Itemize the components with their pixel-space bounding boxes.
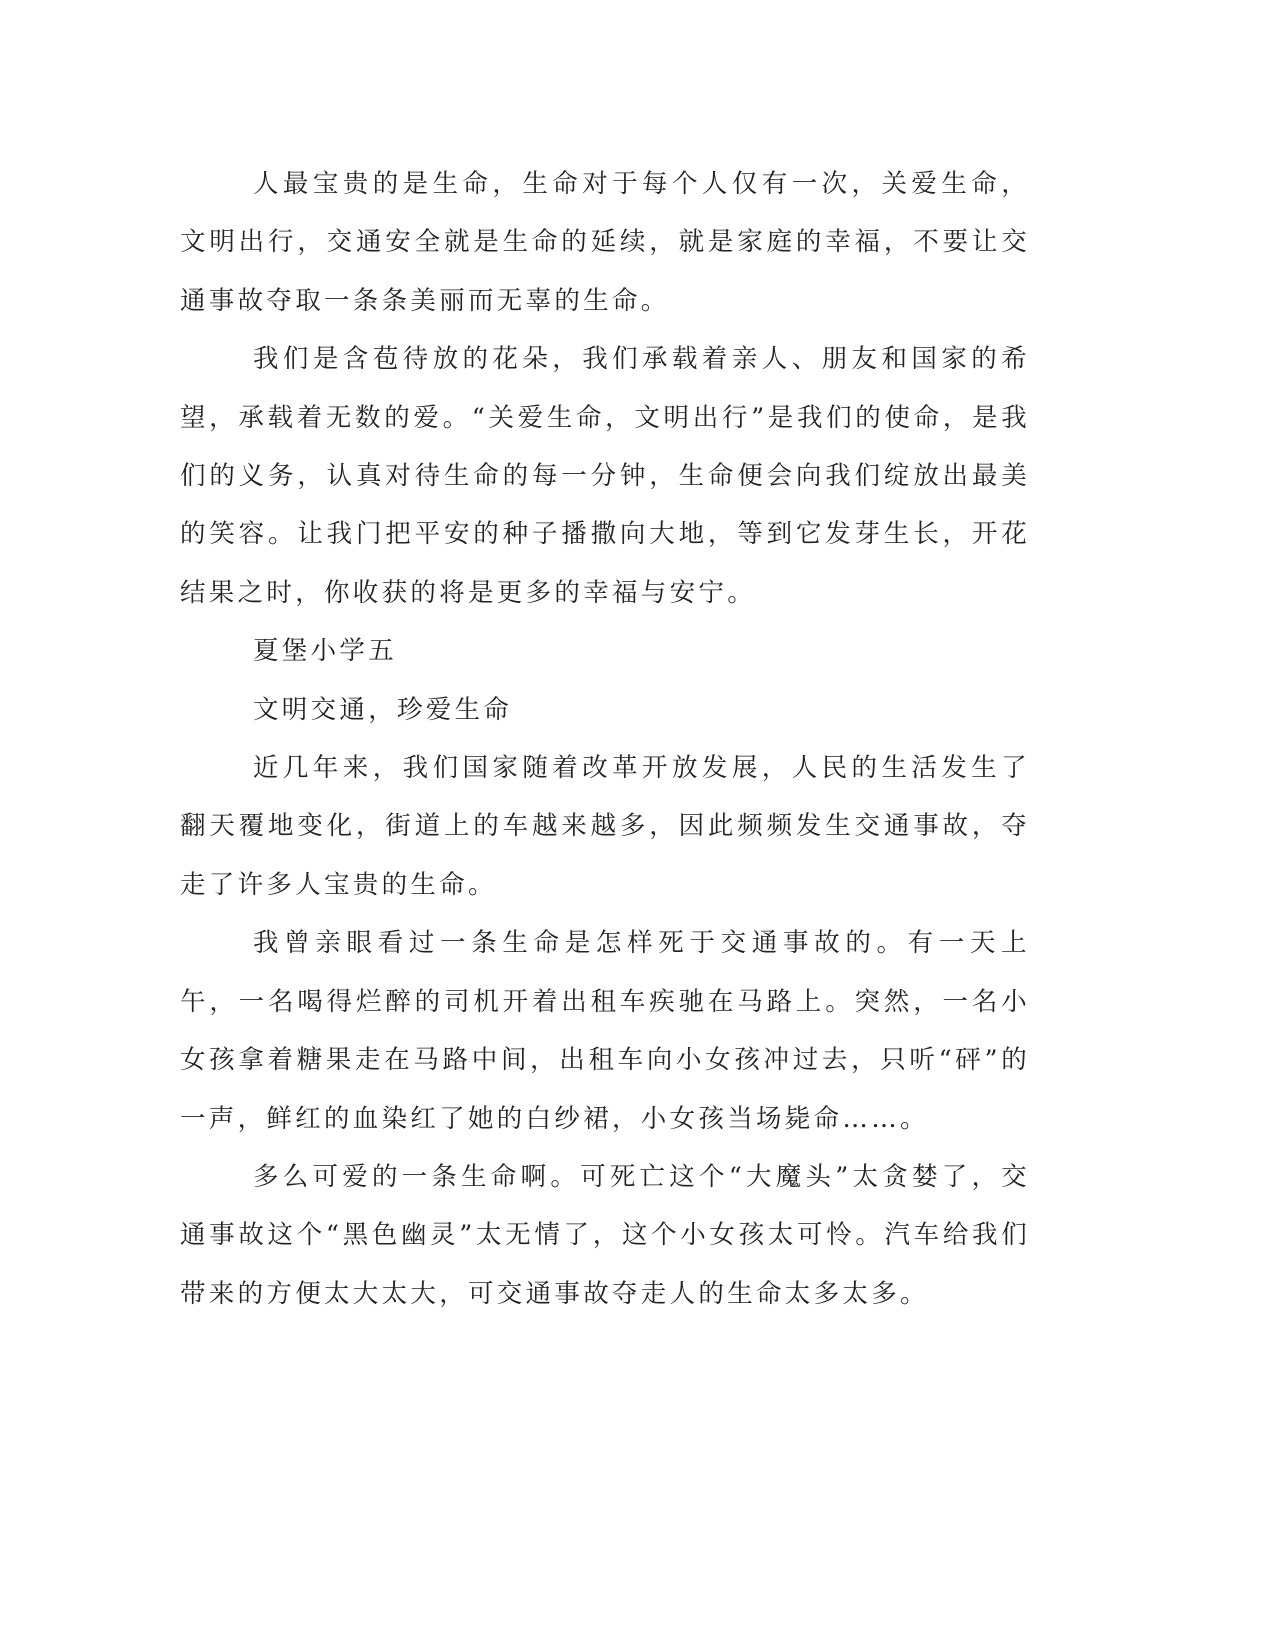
paragraph-accident-story: 我曾亲眼看过一条生命是怎样死于交通事故的。有一天上午，一名喝得烂醉的司机开着出租车疾驰在马路上。突然，一名小女孩拿着糖果走在马路中间，出租车向小女孩冲过去，只听“砰”的一声，鲜红的血染红了她的白纱裙，小女孩当场毙命……。 [180,928,1030,1134]
paragraph-cherish-life: 人最宝贵的是生命，生命对于每个人仅有一次，关爱生命，文明出行，交通安全就是生命的延续，就是家庭的幸福，不要让交通事故夺取一条条美丽而无辜的生命。 [180,169,1030,316]
paragraph-reflection: 多么可爱的一条生命啊。可死亡这个“大魔头”太贪婪了，交通事故这个“黑色幽灵”太无情了，这个小女孩太可怜。汽车给我们带来的方便太大太大，可交通事故夺走人的生命太多太多。 [180,1161,1030,1309]
paragraph-flowers-hope: 我们是含苞待放的花朵，我们承载着亲人、朋友和国家的希望，承载着无数的爱。“关爱生命，文明出行”是我们的使命，是我们的义务，认真对待生命的每一分钟，生命便会向我们绽放出最美的笑容。让我门把平安的种子播撒向大地，等到它发芽生长，开花结果之时，你收获的将是更多的幸福与安宁。 [180,344,1030,608]
author-line: 夏堡小学五 [253,636,398,667]
paragraph-traffic-growth: 近几年来，我们国家随着改革开放发展，人民的生活发生了翻天覆地变化，街道上的车越来越多，因此频频发生交通事故，夺走了许多人宝贵的生命。 [180,753,1030,900]
document-body [180,155,1030,1323]
essay-title: 文明交通，珍爱生命 [253,694,513,725]
